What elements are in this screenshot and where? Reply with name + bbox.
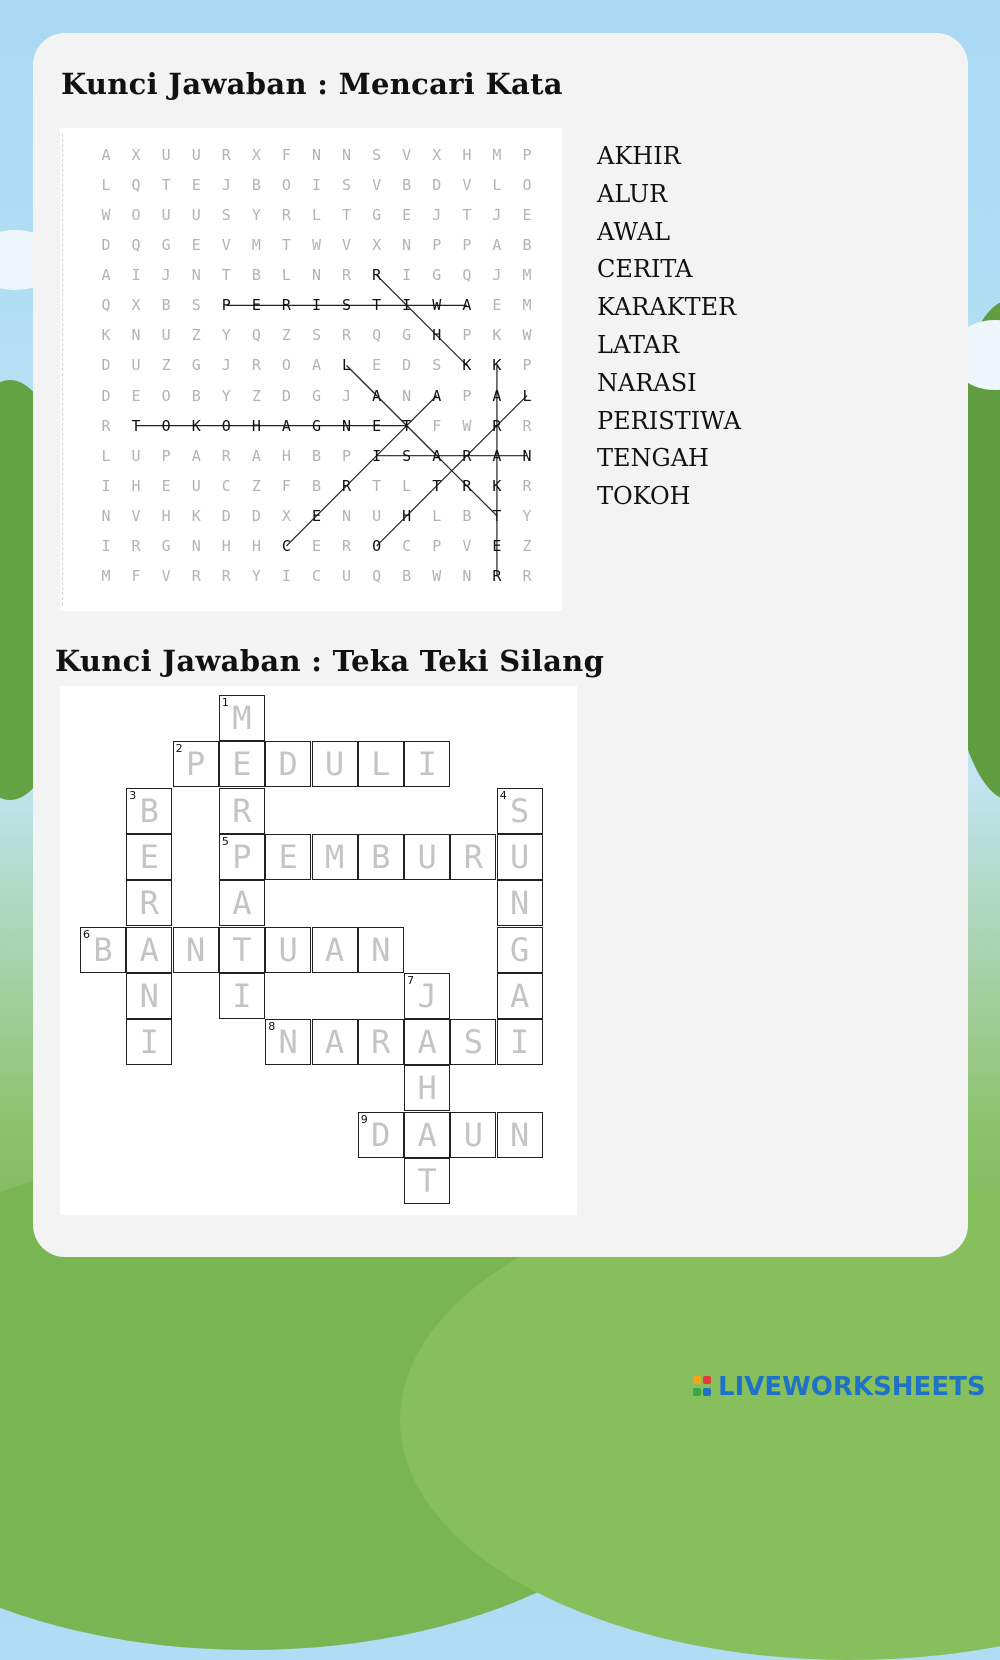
crossword-cell: N — [497, 880, 543, 926]
grid-letter: G — [311, 416, 321, 435]
grid-letter: E — [372, 416, 382, 435]
grid-letter: H — [462, 146, 472, 164]
clue-number: 3 — [129, 788, 137, 802]
crossword-cell: A — [312, 927, 358, 973]
grid-letter: R — [221, 566, 231, 585]
grid-letter: C — [311, 566, 321, 585]
crossword-cell: N — [126, 973, 172, 1019]
grid-letter: J — [432, 206, 442, 225]
grid-letter: A — [281, 416, 291, 435]
grid-letter: D — [101, 356, 111, 375]
grid-letter: E — [191, 176, 201, 195]
grid-letter: K — [492, 326, 502, 345]
grid-letter: K — [462, 356, 472, 375]
word-list — [597, 138, 741, 516]
grid-letter: B — [251, 266, 261, 285]
grid-letter: L — [492, 176, 502, 195]
grid-letter: T — [131, 416, 141, 435]
grid-letter: C — [281, 536, 291, 555]
grid-letter: T — [372, 476, 382, 495]
grid-letter: R — [191, 566, 201, 585]
grid-letter: U — [191, 476, 201, 495]
grid-letter: T — [342, 206, 352, 225]
crossword-cell: A — [219, 880, 265, 926]
grid-letter: R — [221, 146, 231, 164]
grid-letter: U — [342, 566, 352, 585]
grid-letter: R — [492, 416, 502, 435]
grid-letter: R — [101, 416, 111, 435]
grid-letter: Z — [251, 476, 261, 495]
grid-letter: X — [372, 236, 382, 255]
grid-letter: I — [402, 266, 412, 285]
grid-letter: V — [402, 146, 412, 164]
grid-letter: B — [402, 176, 412, 195]
grid-letter: D — [251, 506, 261, 525]
grid-letter: E — [402, 206, 412, 225]
liveworksheets-logo — [693, 1372, 986, 1402]
grid-letter: H — [161, 506, 171, 525]
grid-letter: E — [522, 206, 532, 225]
grid-letter: P — [462, 326, 472, 345]
grid-letter: E — [372, 356, 382, 375]
grid-letter: I — [281, 566, 291, 585]
grid-letter: B — [311, 476, 321, 495]
grid-letter: N — [311, 266, 321, 285]
grid-letter: P — [342, 446, 352, 465]
grid-letter: Q — [462, 266, 472, 285]
grid-letter: V — [221, 236, 231, 255]
word-list-item: CERITA — [597, 255, 693, 284]
crossword-cell: A — [126, 927, 172, 973]
grid-letter: N — [342, 416, 352, 435]
grid-letter: E — [251, 296, 261, 315]
crossword-cell: T — [404, 1158, 450, 1204]
grid-letter: V — [462, 536, 472, 555]
grid-letter: O — [221, 416, 231, 435]
grid-letter: E — [492, 536, 502, 555]
crossword-cell: U — [312, 741, 358, 787]
grid-letter: H — [281, 446, 291, 465]
grid-letter: L — [281, 266, 291, 285]
crossword-cell: U — [404, 834, 450, 880]
grid-letter: K — [101, 326, 111, 345]
grid-letter: R — [342, 476, 352, 495]
grid-letter: Z — [281, 326, 291, 345]
grid-letter: A — [191, 446, 201, 465]
grid-letter: S — [342, 296, 352, 315]
grid-letter: D — [281, 386, 291, 405]
grid-letter: N — [101, 506, 111, 525]
grid-letter: A — [101, 266, 111, 285]
grid-letter: M — [251, 236, 261, 255]
grid-letter: Y — [221, 386, 231, 405]
grid-letter: O — [161, 386, 171, 405]
crossword-cell: A — [497, 973, 543, 1019]
crossword-cell: P — [219, 834, 265, 880]
grid-letter: T — [462, 206, 472, 225]
word-list-item: TOKOH — [597, 482, 691, 511]
crossword-cell: T — [219, 927, 265, 973]
grid-letter: Z — [522, 536, 532, 555]
grid-letter: T — [402, 416, 412, 435]
crossword-cell: I — [404, 741, 450, 787]
grid-letter: A — [492, 446, 502, 465]
word-list-item: TENGAH — [597, 444, 709, 473]
grid-letter: N — [462, 566, 472, 585]
grid-letter: V — [342, 236, 352, 255]
grid-letter: R — [131, 536, 141, 555]
crossword-cell: G — [497, 927, 543, 973]
clue-number: 7 — [407, 973, 415, 987]
grid-letter: X — [432, 146, 442, 164]
grid-letter: I — [311, 296, 321, 315]
grid-letter: X — [281, 506, 291, 525]
grid-letter: G — [432, 266, 442, 285]
grid-letter: R — [372, 266, 382, 285]
crossword-cell: I — [219, 973, 265, 1019]
grid-letter: Q — [251, 326, 261, 345]
grid-letter: H — [432, 326, 442, 345]
grid-letter: A — [462, 296, 472, 315]
grid-letter: W — [311, 236, 321, 255]
grid-letter: P — [522, 146, 532, 164]
grid-letter: B — [191, 386, 201, 405]
grid-letter: V — [372, 176, 382, 195]
grid-letter: A — [251, 446, 261, 465]
grid-letter: W — [462, 416, 472, 435]
grid-letter: R — [462, 476, 472, 495]
grid-letter: R — [522, 566, 532, 585]
clue-number: 9 — [360, 1112, 368, 1126]
grid-letter: B — [161, 296, 171, 315]
crossword-cell: E — [219, 741, 265, 787]
grid-letter: B — [462, 506, 472, 525]
grid-letter: M — [492, 146, 502, 164]
grid-letter: I — [131, 266, 141, 285]
grid-letter: Z — [191, 326, 201, 345]
grid-letter: U — [191, 146, 201, 164]
grid-letter: I — [311, 176, 321, 195]
grid-letter: J — [221, 176, 231, 195]
crossword-cell: U — [497, 834, 543, 880]
crossword-cell: S — [497, 788, 543, 834]
grid-letter: U — [131, 446, 141, 465]
grid-letter: A — [492, 236, 502, 255]
clue-number: 5 — [221, 834, 229, 848]
grid-letter: N — [522, 446, 532, 465]
grid-letter: D — [402, 356, 412, 375]
grid-letter: E — [311, 536, 321, 555]
grid-letter: D — [221, 506, 231, 525]
crossword-cell: B — [126, 788, 172, 834]
grid-letter: T — [432, 476, 442, 495]
grid-letter: E — [191, 236, 201, 255]
clue-number: 8 — [268, 1020, 276, 1034]
grid-letter: G — [161, 536, 171, 555]
grid-letter: U — [372, 506, 382, 525]
grid-letter: X — [251, 146, 261, 164]
word-list-item: ALUR — [597, 179, 668, 208]
grid-letter: Q — [131, 176, 141, 195]
crossword-cell: E — [126, 834, 172, 880]
grid-letter: N — [402, 236, 412, 255]
crossword-cell: M — [312, 834, 358, 880]
grid-letter: U — [131, 356, 141, 375]
grid-letter: X — [131, 296, 141, 315]
grid-letter: V — [131, 506, 141, 525]
grid-letter: R — [462, 446, 472, 465]
grid-letter: F — [281, 476, 291, 495]
logo-icon — [693, 1374, 715, 1400]
grid-letter: X — [131, 146, 141, 164]
grid-letter: A — [372, 386, 382, 405]
crossword-cell: N — [173, 927, 219, 973]
crossword-cell: N — [497, 1112, 543, 1158]
crossword-cell: N — [265, 1019, 311, 1065]
crossword-cell: E — [265, 834, 311, 880]
crossword-cell: M — [219, 695, 265, 741]
grid-letter: F — [432, 416, 442, 435]
grid-letter: F — [131, 566, 141, 585]
clue-number: 6 — [83, 927, 90, 941]
grid-letter: T — [221, 266, 231, 285]
grid-letter: W — [522, 326, 532, 345]
grid-letter: J — [161, 266, 171, 285]
grid-letter: S — [372, 146, 382, 164]
grid-letter: O — [372, 536, 382, 555]
grid-letter: R — [281, 206, 291, 225]
grid-letter: R — [251, 356, 261, 375]
grid-letter: L — [522, 386, 532, 405]
crossword-cell: D — [358, 1112, 404, 1158]
clue-number: 2 — [175, 742, 183, 756]
grid-letter: D — [432, 176, 442, 195]
grid-letter: E — [492, 296, 502, 315]
crossword-cell: N — [358, 927, 404, 973]
grid-letter: Z — [251, 386, 261, 405]
grid-letter: S — [432, 356, 442, 375]
grid-letter: A — [101, 146, 111, 164]
grid-letter: L — [402, 476, 412, 495]
grid-letter: H — [131, 476, 141, 495]
grid-letter: U — [161, 326, 171, 345]
grid-letter: B — [522, 236, 532, 255]
grid-letter: P — [432, 236, 442, 255]
word-list-item: LATAR — [597, 330, 680, 359]
grid-letter: I — [372, 446, 382, 465]
grid-letter: D — [101, 236, 111, 255]
grid-letter: R — [492, 566, 502, 585]
logo-text: LIVEWORKSHEETS — [718, 1372, 986, 1402]
crossword-cell: J — [404, 973, 450, 1019]
grid-letter: U — [191, 206, 201, 225]
grid-letter: A — [432, 386, 442, 405]
grid-letter: V — [161, 566, 171, 585]
crossword-cell: L — [358, 741, 404, 787]
grid-letter: H — [402, 506, 412, 525]
grid-letter: K — [492, 476, 502, 495]
grid-letter: N — [191, 536, 201, 555]
grid-letter: F — [281, 146, 291, 164]
grid-letter: J — [221, 356, 231, 375]
grid-letter: G — [191, 356, 201, 375]
grid-letter: Y — [251, 206, 261, 225]
grid-letter: S — [191, 296, 201, 315]
grid-letter: J — [492, 266, 502, 285]
grid-letter: Q — [372, 326, 382, 345]
grid-letter: L — [311, 206, 321, 225]
grid-letter: R — [342, 536, 352, 555]
grid-letter: W — [101, 206, 111, 225]
grid-letter: S — [402, 446, 412, 465]
wordsearch-grid — [60, 128, 562, 611]
grid-letter: G — [311, 386, 321, 405]
crossword-cell: A — [312, 1019, 358, 1065]
grid-letter: W — [432, 296, 442, 315]
wordsearch-heading: Kunci Jawaban : Mencari Kata — [61, 67, 563, 101]
grid-letter: N — [342, 506, 352, 525]
grid-letter: J — [492, 206, 502, 225]
grid-letter: A — [432, 446, 442, 465]
grid-letter: C — [402, 536, 412, 555]
grid-letter: W — [432, 566, 442, 585]
grid-letter: B — [251, 176, 261, 195]
grid-letter: Y — [221, 326, 231, 345]
grid-letter: Y — [522, 506, 532, 525]
grid-letter: R — [522, 476, 532, 495]
grid-letter: R — [281, 296, 291, 315]
grid-letter: I — [402, 296, 412, 315]
grid-letter: P — [462, 386, 472, 405]
clue-number: 4 — [499, 788, 507, 802]
word-list-item: KARAKTER — [597, 293, 737, 322]
grid-letter: P — [161, 446, 171, 465]
grid-letter: P — [432, 536, 442, 555]
grid-letter: R — [522, 416, 532, 435]
grid-letter: Q — [101, 296, 111, 315]
grid-letter: S — [311, 326, 321, 345]
crossword-cell: B — [358, 834, 404, 880]
grid-letter: G — [402, 326, 412, 345]
grid-letter: N — [402, 386, 412, 405]
grid-letter: O — [131, 206, 141, 225]
grid-letter: U — [161, 206, 171, 225]
grid-letter: J — [342, 386, 352, 405]
crossword-cell: A — [404, 1112, 450, 1158]
crossword-cell: R — [219, 788, 265, 834]
grid-letter: G — [161, 236, 171, 255]
grid-letter: R — [221, 446, 231, 465]
grid-letter: R — [342, 326, 352, 345]
grid-letter: O — [281, 356, 291, 375]
word-list-item: AWAL — [597, 217, 671, 246]
grid-letter: P — [522, 356, 532, 375]
grid-letter: T — [161, 176, 171, 195]
grid-letter: Z — [161, 356, 171, 375]
grid-letter: O — [522, 176, 532, 195]
grid-letter: S — [221, 206, 231, 225]
grid-letter: E — [311, 506, 321, 525]
word-list-item: NARASI — [597, 368, 697, 397]
word-list-item: AKHIR — [597, 142, 681, 170]
grid-letter: M — [101, 566, 111, 585]
grid-letter: P — [462, 236, 472, 255]
grid-letter: C — [221, 476, 231, 495]
grid-letter: Q — [372, 566, 382, 585]
grid-letter: O — [281, 176, 291, 195]
grid-letter: Q — [131, 236, 141, 255]
grid-letter: N — [311, 146, 321, 164]
grid-letter: U — [161, 146, 171, 164]
crossword-cell: A — [404, 1019, 450, 1065]
crossword-cell: R — [358, 1019, 404, 1065]
grid-letter: G — [372, 206, 382, 225]
crossword-heading: Kunci Jawaban : Teka Teki Silang — [55, 644, 605, 678]
crossword-cell: I — [126, 1019, 172, 1065]
grid-letter: T — [281, 236, 291, 255]
crossword-cell: U — [450, 1112, 496, 1158]
grid-letter: L — [101, 446, 111, 465]
grid-letter: K — [492, 356, 502, 375]
grid-letter: E — [161, 476, 171, 495]
crossword-cell: R — [450, 834, 496, 880]
grid-letter: E — [131, 386, 141, 405]
grid-letter: B — [402, 566, 412, 585]
crossword-cell: U — [265, 927, 311, 973]
grid-letter: P — [221, 296, 231, 315]
crossword-cell: I — [497, 1019, 543, 1065]
grid-letter: S — [342, 176, 352, 195]
grid-letter: V — [462, 176, 472, 195]
grid-letter: D — [101, 386, 111, 405]
crossword-grid — [60, 686, 577, 1215]
grid-letter: H — [251, 536, 261, 555]
grid-letter: K — [191, 416, 201, 435]
grid-letter: H — [251, 416, 261, 435]
crossword-cell: S — [450, 1019, 496, 1065]
grid-letter: B — [311, 446, 321, 465]
grid-letter: I — [101, 476, 111, 495]
grid-letter: T — [372, 296, 382, 315]
grid-letter: N — [131, 326, 141, 345]
clue-number: 1 — [221, 696, 229, 709]
crossword-cell: B — [80, 927, 126, 973]
word-list-item: PERISTIWA — [597, 406, 741, 435]
crossword-cell: H — [404, 1065, 450, 1111]
grid-letter: M — [522, 296, 532, 315]
grid-letter: T — [492, 506, 502, 525]
crossword-cell: D — [265, 741, 311, 787]
grid-letter: N — [191, 266, 201, 285]
grid-letter: O — [161, 416, 171, 435]
grid-letter: I — [101, 536, 111, 555]
grid-letter: K — [191, 506, 201, 525]
grid-letter: A — [311, 356, 321, 375]
grid-letter: M — [522, 266, 532, 285]
grid-letter: Y — [251, 566, 261, 585]
crossword-cell: P — [173, 741, 219, 787]
crossword-cell: R — [126, 880, 172, 926]
grid-letter: H — [221, 536, 231, 555]
grid-letter: L — [342, 356, 352, 375]
grid-letter: L — [432, 506, 442, 525]
grid-letter: L — [101, 176, 111, 195]
grid-letter: A — [492, 386, 502, 405]
grid-letter: R — [342, 266, 352, 285]
grid-letter: N — [342, 146, 352, 164]
